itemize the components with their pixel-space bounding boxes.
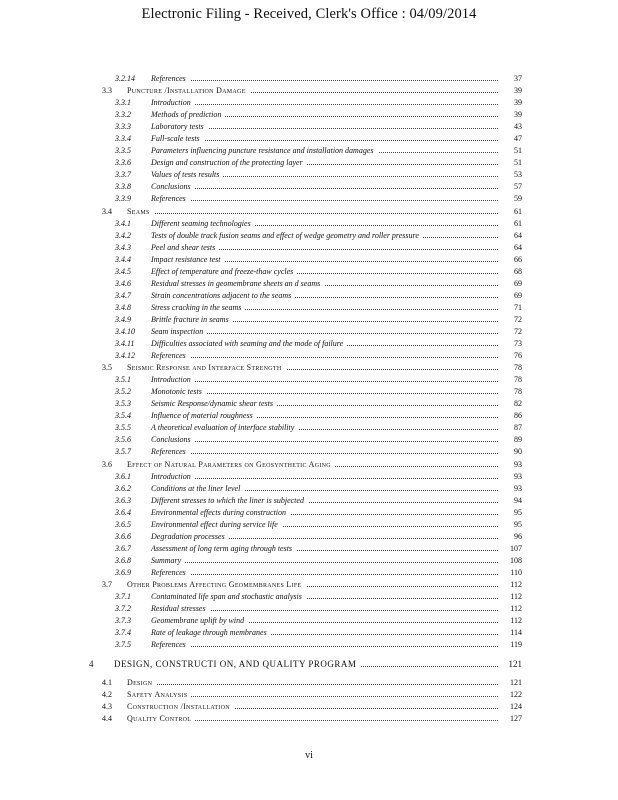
- toc-title: DESIGN, CONSTRUCTI ON, AND QUALITY PROGRAM: [114, 657, 360, 671]
- toc-page-number: 64: [514, 242, 522, 252]
- toc-subsection-row: [0, 627, 618, 639]
- dot-leader: [160, 357, 498, 358]
- toc-page-number: 64: [514, 230, 522, 240]
- toc-number: 4.1: [102, 678, 112, 688]
- toc-title: References: [151, 193, 190, 205]
- toc-page-number: 107: [510, 543, 522, 553]
- toc-number: 3.5.3: [115, 399, 131, 409]
- toc-subsection-row: [0, 434, 618, 446]
- dot-leader: [160, 574, 498, 575]
- toc-page-number: 86: [514, 411, 522, 421]
- toc-number: 3.5.4: [115, 411, 131, 421]
- toc-subsection-row: [0, 73, 618, 85]
- toc-subsection-row: [0, 531, 618, 543]
- dot-leader: [160, 562, 498, 563]
- dot-leader: [160, 478, 498, 479]
- toc-number: 3.3.9: [115, 194, 131, 204]
- toc-number: 3.6.1: [115, 471, 131, 481]
- toc-page-number: 71: [514, 302, 522, 312]
- toc-number: 3.4.2: [115, 230, 131, 240]
- toc-title: Summary: [151, 555, 185, 567]
- toc-subsection-row: [0, 410, 618, 422]
- toc-title: Values of tests results: [151, 169, 223, 181]
- toc-page-number: 95: [514, 519, 522, 529]
- toc-title: References: [151, 350, 190, 362]
- toc-page-number: 39: [514, 98, 522, 108]
- table-of-contents: [0, 73, 618, 725]
- toc-number: 3.7.1: [115, 592, 131, 602]
- dot-leader: [160, 128, 498, 129]
- toc-subsection-row: [0, 278, 618, 290]
- toc-number: 3.6.3: [115, 495, 131, 505]
- toc-number: 4.3: [102, 702, 112, 712]
- toc-page-number: 61: [514, 218, 522, 228]
- toc-number: 3.4.10: [115, 326, 135, 336]
- toc-subsection-row: [0, 386, 618, 398]
- toc-title: Influence of material roughness: [151, 410, 257, 422]
- toc-subsection-row: [0, 254, 618, 266]
- dot-leader: [160, 646, 498, 647]
- toc-subsection-row: [0, 603, 618, 615]
- toc-page-number: 82: [514, 399, 522, 409]
- toc-page-number: 76: [514, 351, 522, 361]
- toc-title: Methods of prediction: [151, 109, 225, 121]
- toc-title: Tests of double track fusion seams and effect of wedge geometry and roller pressure: [151, 230, 423, 242]
- toc-page-number: 112: [510, 592, 522, 602]
- toc-subsection-row: [0, 543, 618, 555]
- filing-header: Electronic Filing - Received, Clerk's Office : 04/09/2014: [141, 6, 477, 22]
- toc-number: 3.5.5: [115, 423, 131, 433]
- toc-subsection-row: [0, 314, 618, 326]
- toc-title: Seam inspection: [151, 326, 207, 338]
- toc-number: 3.5.7: [115, 447, 131, 457]
- toc-section-row: [0, 362, 618, 374]
- toc-title: Safety Analysis: [127, 689, 191, 701]
- toc-number: 3.7.2: [115, 604, 131, 614]
- dot-leader: [160, 140, 498, 141]
- toc-subsection-row: [0, 290, 618, 302]
- toc-number: 3.6.6: [115, 531, 131, 541]
- toc-subsection-row: [0, 169, 618, 181]
- toc-subsection-row: [0, 218, 618, 230]
- toc-title: Seams: [127, 206, 154, 218]
- toc-number: 3.5: [102, 363, 112, 373]
- toc-section-row: [0, 206, 618, 218]
- page-number: vi: [305, 750, 313, 761]
- toc-subsection-row: [0, 422, 618, 434]
- toc-title: References: [151, 639, 190, 651]
- toc-title: Parameters influencing puncture resistance and installation damages: [151, 145, 378, 157]
- toc-title: Conclusions: [151, 434, 195, 446]
- toc-number: 4.4: [102, 714, 112, 724]
- toc-page-number: 112: [510, 616, 522, 626]
- toc-title: Strain concentrations adjacent to the seams: [151, 290, 295, 302]
- dot-leader: [140, 684, 498, 685]
- toc-number: 3.6.9: [115, 567, 131, 577]
- toc-page-number: 66: [514, 254, 522, 264]
- toc-chapter-row: [0, 657, 618, 671]
- toc-title: A theoretical evaluation of interface stability: [151, 422, 298, 434]
- toc-page-number: 78: [514, 375, 522, 385]
- toc-subsection-row: [0, 483, 618, 495]
- toc-title: Puncture /Installation Damage: [127, 85, 250, 97]
- toc-page-number: 93: [514, 483, 522, 493]
- toc-title: Brittle fracture in seams: [151, 314, 233, 326]
- toc-title: Environmental effects during construction: [151, 507, 290, 519]
- toc-number: 3.5.1: [115, 375, 131, 385]
- toc-page-number: 94: [514, 495, 522, 505]
- toc-number: 3.7.5: [115, 640, 131, 650]
- toc-page-number: 122: [510, 690, 522, 700]
- toc-subsection-row: [0, 338, 618, 350]
- toc-subsection-row: [0, 471, 618, 483]
- dot-leader: [160, 381, 498, 382]
- toc-subsection-row: [0, 97, 618, 109]
- toc-number: 3.7.3: [115, 616, 131, 626]
- toc-section-row: [0, 713, 618, 725]
- toc-page-number: 61: [514, 206, 522, 216]
- toc-number: 3.5.2: [115, 387, 131, 397]
- toc-title: Quality Control: [127, 713, 195, 725]
- dot-leader: [160, 188, 498, 189]
- toc-number: 3.4.5: [115, 266, 131, 276]
- toc-page-number: 59: [514, 194, 522, 204]
- toc-title: References: [151, 446, 190, 458]
- dot-leader: [160, 200, 498, 201]
- toc-number: 3.4.6: [115, 278, 131, 288]
- toc-section-row: [0, 677, 618, 689]
- toc-number: 3.5.6: [115, 435, 131, 445]
- toc-page-number: 96: [514, 531, 522, 541]
- toc-title: Residual stresses: [151, 603, 210, 615]
- toc-title: Conditions at the liner level: [151, 483, 244, 495]
- toc-section-row: [0, 85, 618, 97]
- toc-page-number: 39: [514, 110, 522, 120]
- toc-title: References: [151, 73, 190, 85]
- toc-number: 3.7.4: [115, 628, 131, 638]
- toc-section-row: [0, 689, 618, 701]
- toc-subsection-row: [0, 446, 618, 458]
- toc-title: Geomembrane uplift by wind: [151, 615, 248, 627]
- toc-title: Rate of leakage through membranes: [151, 627, 271, 639]
- toc-title: Full-scale tests: [151, 133, 204, 145]
- toc-page-number: 43: [514, 122, 522, 132]
- toc-title: Different stresses to which the liner is subjected: [151, 495, 308, 507]
- toc-number: 3.4.9: [115, 314, 131, 324]
- toc-page-number: 121: [508, 659, 522, 670]
- toc-subsection-row: [0, 398, 618, 410]
- toc-subsection-row: [0, 507, 618, 519]
- toc-title: Introduction: [151, 471, 195, 483]
- toc-page-number: 112: [510, 579, 522, 589]
- toc-number: 3.3.3: [115, 122, 131, 132]
- toc-page-number: 68: [514, 266, 522, 276]
- toc-page-number: 72: [514, 326, 522, 336]
- toc-page-number: 95: [514, 507, 522, 517]
- toc-section-row: [0, 579, 618, 591]
- toc-subsection-row: [0, 109, 618, 121]
- toc-title: Laboratory tests: [151, 121, 208, 133]
- toc-subsection-row: [0, 591, 618, 603]
- toc-subsection-row: [0, 374, 618, 386]
- toc-title: Design and construction of the protecting layer: [151, 157, 307, 169]
- toc-subsection-row: [0, 145, 618, 157]
- toc-number: 3.3.2: [115, 110, 131, 120]
- toc-subsection-row: [0, 350, 618, 362]
- toc-page-number: 51: [514, 146, 522, 156]
- toc-number: 3.6.7: [115, 543, 131, 553]
- toc-number: 3.6.2: [115, 483, 131, 493]
- toc-page-number: 53: [514, 170, 522, 180]
- toc-title: Difficulties associated with seaming and the mode of failure: [151, 338, 347, 350]
- toc-title: Introduction: [151, 97, 195, 109]
- toc-number: 4: [89, 659, 94, 670]
- toc-number: 3.3.5: [115, 146, 131, 156]
- toc-subsection-row: [0, 495, 618, 507]
- toc-page-number: 78: [514, 363, 522, 373]
- toc-title: Different seaming technologies: [151, 218, 255, 230]
- toc-title: Other Problems Affecting Geomembranes Life: [127, 579, 306, 591]
- toc-page-number: 78: [514, 387, 522, 397]
- toc-page-number: 114: [510, 628, 522, 638]
- toc-page-number: 69: [514, 290, 522, 300]
- toc-page-number: 112: [510, 604, 522, 614]
- toc-title: Effect of temperature and freeze-thaw cycles: [151, 266, 297, 278]
- toc-title: Introduction: [151, 374, 195, 386]
- toc-page-number: 89: [514, 435, 522, 445]
- toc-number: 3.2.14: [115, 74, 135, 83]
- toc-number: 3.4.3: [115, 242, 131, 252]
- dot-leader: [160, 80, 498, 81]
- toc-page-number: 72: [514, 314, 522, 324]
- toc-number: 3.3: [102, 86, 112, 96]
- toc-number: 3.3.4: [115, 134, 131, 144]
- dot-leader: [160, 393, 498, 394]
- toc-number: 3.4.12: [115, 351, 135, 361]
- toc-number: 3.4.11: [115, 339, 135, 349]
- toc-title: Assessment of long term aging through tests: [151, 543, 296, 555]
- toc-subsection-row: [0, 326, 618, 338]
- toc-page-number: 39: [514, 86, 522, 96]
- toc-page-number: 93: [514, 459, 522, 469]
- toc-title: Environmental effect during service life: [151, 519, 282, 531]
- toc-number: 3.6: [102, 459, 112, 469]
- dot-leader: [160, 333, 498, 334]
- toc-subsection-row: [0, 555, 618, 567]
- toc-page-number: 69: [514, 278, 522, 288]
- toc-section-row: [0, 459, 618, 471]
- toc-page-number: 110: [510, 567, 522, 577]
- toc-subsection-row: [0, 157, 618, 169]
- toc-subsection-row: [0, 639, 618, 651]
- toc-number: 3.7: [102, 579, 112, 589]
- toc-title: Impact resistance test: [151, 254, 224, 266]
- toc-page-number: 51: [514, 158, 522, 168]
- toc-number: 3.4.1: [115, 218, 131, 228]
- toc-number: 3.3.1: [115, 98, 131, 108]
- toc-number: 3.3.7: [115, 170, 131, 180]
- toc-page-number: 90: [514, 447, 522, 457]
- dot-leader: [160, 104, 498, 105]
- toc-page-number: 108: [510, 555, 522, 565]
- dot-leader: [160, 610, 498, 611]
- toc-number: 3.4.8: [115, 302, 131, 312]
- toc-title: Stress cracking in the seams: [151, 302, 245, 314]
- toc-subsection-row: [0, 302, 618, 314]
- toc-number: 3.4.7: [115, 290, 131, 300]
- toc-page-number: 57: [514, 182, 522, 192]
- toc-number: 3.3.8: [115, 182, 131, 192]
- toc-number: 3.4: [102, 206, 112, 216]
- toc-number: 3.6.4: [115, 507, 131, 517]
- toc-page-number: 119: [510, 640, 522, 650]
- toc-subsection-row: [0, 266, 618, 278]
- toc-title: Design: [127, 677, 156, 689]
- toc-subsection-row: [0, 133, 618, 145]
- dot-leader: [140, 696, 498, 697]
- dot-leader: [160, 453, 498, 454]
- toc-subsection-row: [0, 230, 618, 242]
- toc-title: Peel and shear tests: [151, 242, 219, 254]
- dot-leader: [160, 441, 498, 442]
- toc-number: 4.2: [102, 690, 112, 700]
- toc-title: Seismic Response/dynamic shear tests: [151, 398, 277, 410]
- toc-title: References: [151, 567, 190, 579]
- toc-title: Seismic Response and Interface Strength: [127, 362, 286, 374]
- toc-page-number: 121: [510, 678, 522, 688]
- toc-subsection-row: [0, 615, 618, 627]
- toc-title: Residual stresses in geomembrane sheets an d seams: [151, 278, 324, 290]
- toc-title: Conclusions: [151, 181, 195, 193]
- toc-title: Monotonic tests: [151, 386, 206, 398]
- toc-title: Degradation processes: [151, 531, 229, 543]
- toc-page-number: 87: [514, 423, 522, 433]
- dot-leader: [140, 213, 498, 214]
- toc-subsection-row: [0, 242, 618, 254]
- toc-title: Contaminated life span and stochastic analysis: [151, 591, 306, 603]
- toc-number: 3.6.8: [115, 555, 131, 565]
- toc-page-number: 47: [514, 134, 522, 144]
- toc-page-number: 124: [510, 702, 522, 712]
- toc-subsection-row: [0, 567, 618, 579]
- toc-number: 3.6.5: [115, 519, 131, 529]
- toc-page-number: 37: [514, 74, 522, 83]
- toc-subsection-row: [0, 193, 618, 205]
- toc-subsection-row: [0, 519, 618, 531]
- toc-page-number: 127: [510, 714, 522, 724]
- toc-title: Effect of Natural Parameters on Geosynthetic Aging: [127, 459, 335, 471]
- toc-number: 3.3.6: [115, 158, 131, 168]
- toc-section-row: [0, 701, 618, 713]
- toc-page-number: 93: [514, 471, 522, 481]
- toc-title: Construction /Installation: [127, 701, 234, 713]
- toc-subsection-row: [0, 181, 618, 193]
- toc-page-number: 73: [514, 339, 522, 349]
- toc-number: 3.4.4: [115, 254, 131, 264]
- toc-subsection-row: [0, 121, 618, 133]
